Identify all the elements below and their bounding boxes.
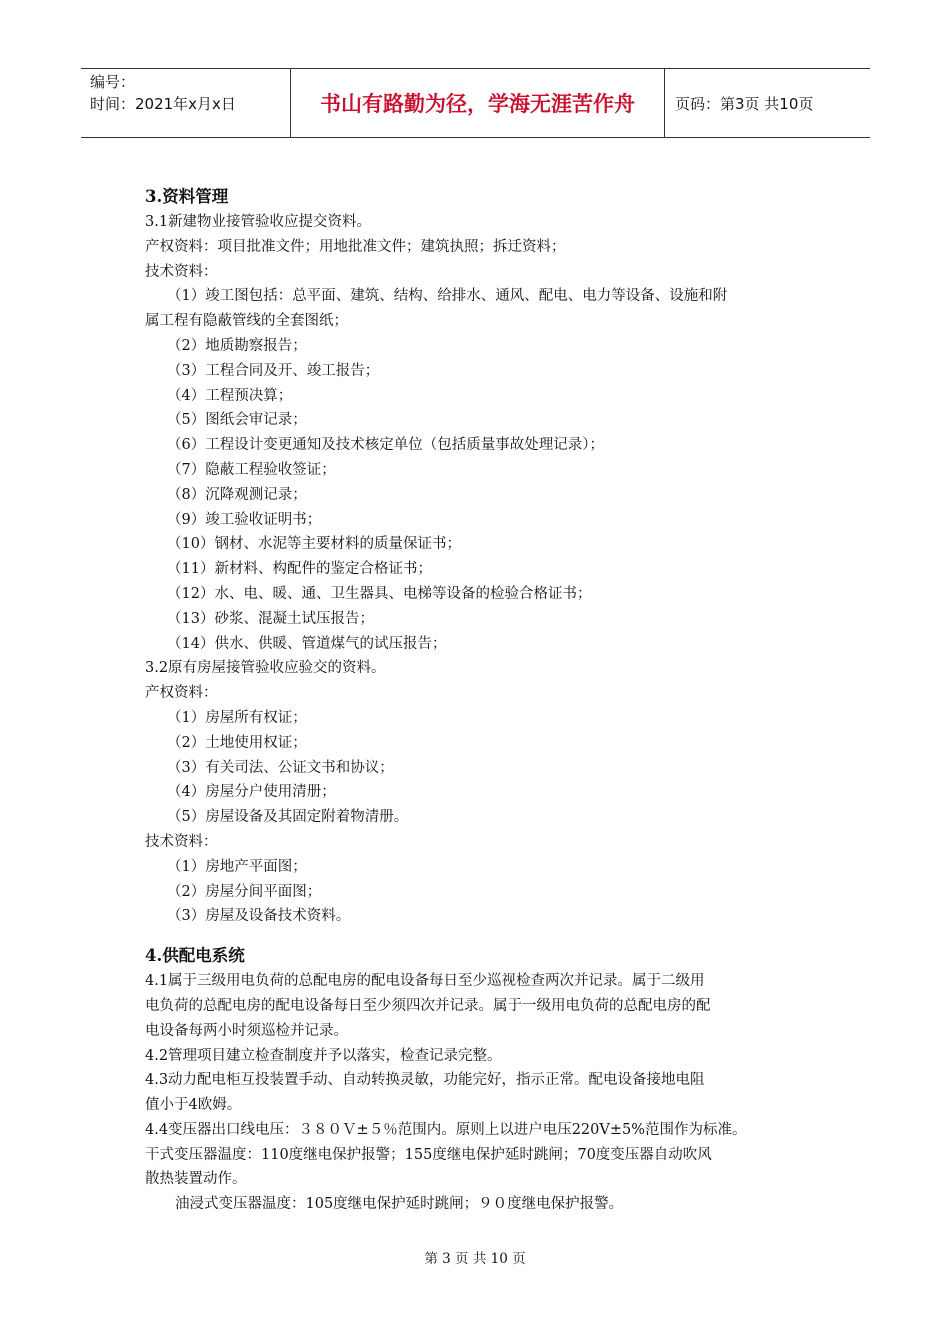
- number-label: 编号：: [90, 73, 136, 91]
- list-item: （4）房屋分户使用清册；: [167, 784, 336, 801]
- property-docs-label-3-2: 产权资料：: [145, 685, 218, 702]
- oil-transformer-line: 油浸式变压器温度：105度继电保护延时跳闸；９０度继电保护报警。: [175, 1196, 624, 1213]
- document-body: [145, 184, 825, 1217]
- paragraph-line: 4.1属于三级用电负荷的总配电房的配电设备每日至少巡视检查两次并记录。属于二级用: [145, 973, 705, 990]
- paragraph-line: 电设备每两小时须巡检并记录。: [145, 1022, 348, 1039]
- time-label: 时间：2021年x月x日: [90, 95, 236, 113]
- paragraph-4-3: [145, 1068, 825, 1118]
- section-3-title: 3.资料管理: [145, 187, 229, 206]
- list-item: （12）水、电、暖、通、卫生器具、电梯等设备的检验合格证书；: [167, 585, 592, 602]
- list-item: （13）砂浆、混凝土试压报告；: [167, 610, 374, 627]
- paragraph-line: 干式变压器温度：110度继电保护报警；155度继电保护延时跳闸；70度变压器自动吹风: [145, 1146, 712, 1163]
- list-item: （14）供水、供暖、管道煤气的试压报告；: [167, 635, 447, 652]
- subsection-3-1: 3.1新建物业接管验收应提交资料。: [145, 214, 372, 230]
- paragraph-line: 4.3动力配电柜互投装置手动、自动转换灵敏，功能完好，指示正常。配电设备接地电阻: [145, 1072, 705, 1089]
- list-item: （5）房屋设备及其固定附着物清册。: [167, 809, 409, 826]
- list-item-continuation: 属工程有隐蔽管线的全套图纸；: [145, 313, 348, 330]
- page-footer: 第 3 页 共 10 页: [424, 1251, 526, 1267]
- property-docs-3-1: 产权资料：项目批准文件；用地批准文件；建筑执照；拆迁资料；: [145, 238, 566, 255]
- paragraph-line: 散热装置动作。: [145, 1171, 247, 1188]
- list-item: （1）房屋所有权证；: [167, 709, 307, 726]
- list-item: （2）房屋分间平面图；: [167, 883, 322, 900]
- paragraph-line: 值小于4欧姆。: [145, 1097, 242, 1114]
- page-label: 页码：第3页 共10页: [675, 94, 814, 113]
- list-item: （2）地质勘察报告；: [167, 337, 307, 354]
- list-item: （1）房地产平面图；: [167, 858, 307, 875]
- paragraph-4-1: [145, 969, 825, 1043]
- list-item: （7）隐蔽工程验收签证；: [167, 461, 336, 478]
- header-center-cell: [291, 69, 665, 137]
- list-item: （2）土地使用权证；: [167, 734, 307, 751]
- subsection-3-2: 3.2原有房屋接管验收应验交的资料。: [145, 660, 386, 677]
- paragraph-line: 4.4变压器出口线电压：３８０Ｖ±５％范围内。原则上以进户电压220V±5%范围作为标准。: [145, 1121, 747, 1138]
- list-item: （10）钢材、水泥等主要材料的质量保证书；: [167, 536, 461, 553]
- property-docs-list-3-2: [145, 706, 825, 830]
- paragraph-4-4: [145, 1118, 825, 1192]
- page-header: [81, 68, 870, 138]
- list-item: （3）房屋及设备技术资料。: [167, 908, 351, 925]
- list-item: （5）图纸会审记录；: [167, 412, 307, 429]
- header-left-cell: [81, 69, 291, 137]
- list-item: （4）工程预决算；: [167, 387, 293, 404]
- paragraph-4-2: 4.2管理项目建立检查制度并予以落实，检查记录完整。: [145, 1047, 502, 1064]
- tech-docs-list-3-2: [145, 855, 825, 929]
- list-item: （1）竣工图包括：总平面、建筑、结构、给排水、通风、配电、电力等设备、设施和附: [167, 288, 728, 305]
- list-item: （9）竣工验收证明书；: [167, 511, 322, 528]
- paragraph-line: 电负荷的总配电房的配电设备每日至少须四次并记录。属于一级用电负荷的总配电房的配: [145, 997, 711, 1014]
- tech-docs-label-3-1: 技术资料：: [145, 263, 218, 280]
- list-item: （11）新材料、构配件的鉴定合格证书；: [167, 561, 432, 578]
- list-item: （6）工程设计变更通知及技术核定单位（包括质量事故处理记录）；: [167, 437, 604, 454]
- list-item: （3）有关司法、公证文书和协议；: [167, 759, 394, 776]
- tech-docs-label-3-2: 技术资料：: [145, 833, 218, 850]
- tech-docs-list-3-1: [145, 334, 825, 656]
- list-item: （8）沉降观测记录；: [167, 486, 307, 503]
- section-4-title: 4.供配电系统: [145, 946, 245, 966]
- list-item: （3）工程合同及开、竣工报告；: [167, 362, 380, 379]
- motto: 书山有路勤为径，学海无涯苦作舟: [320, 92, 635, 116]
- header-right-cell: [665, 69, 870, 137]
